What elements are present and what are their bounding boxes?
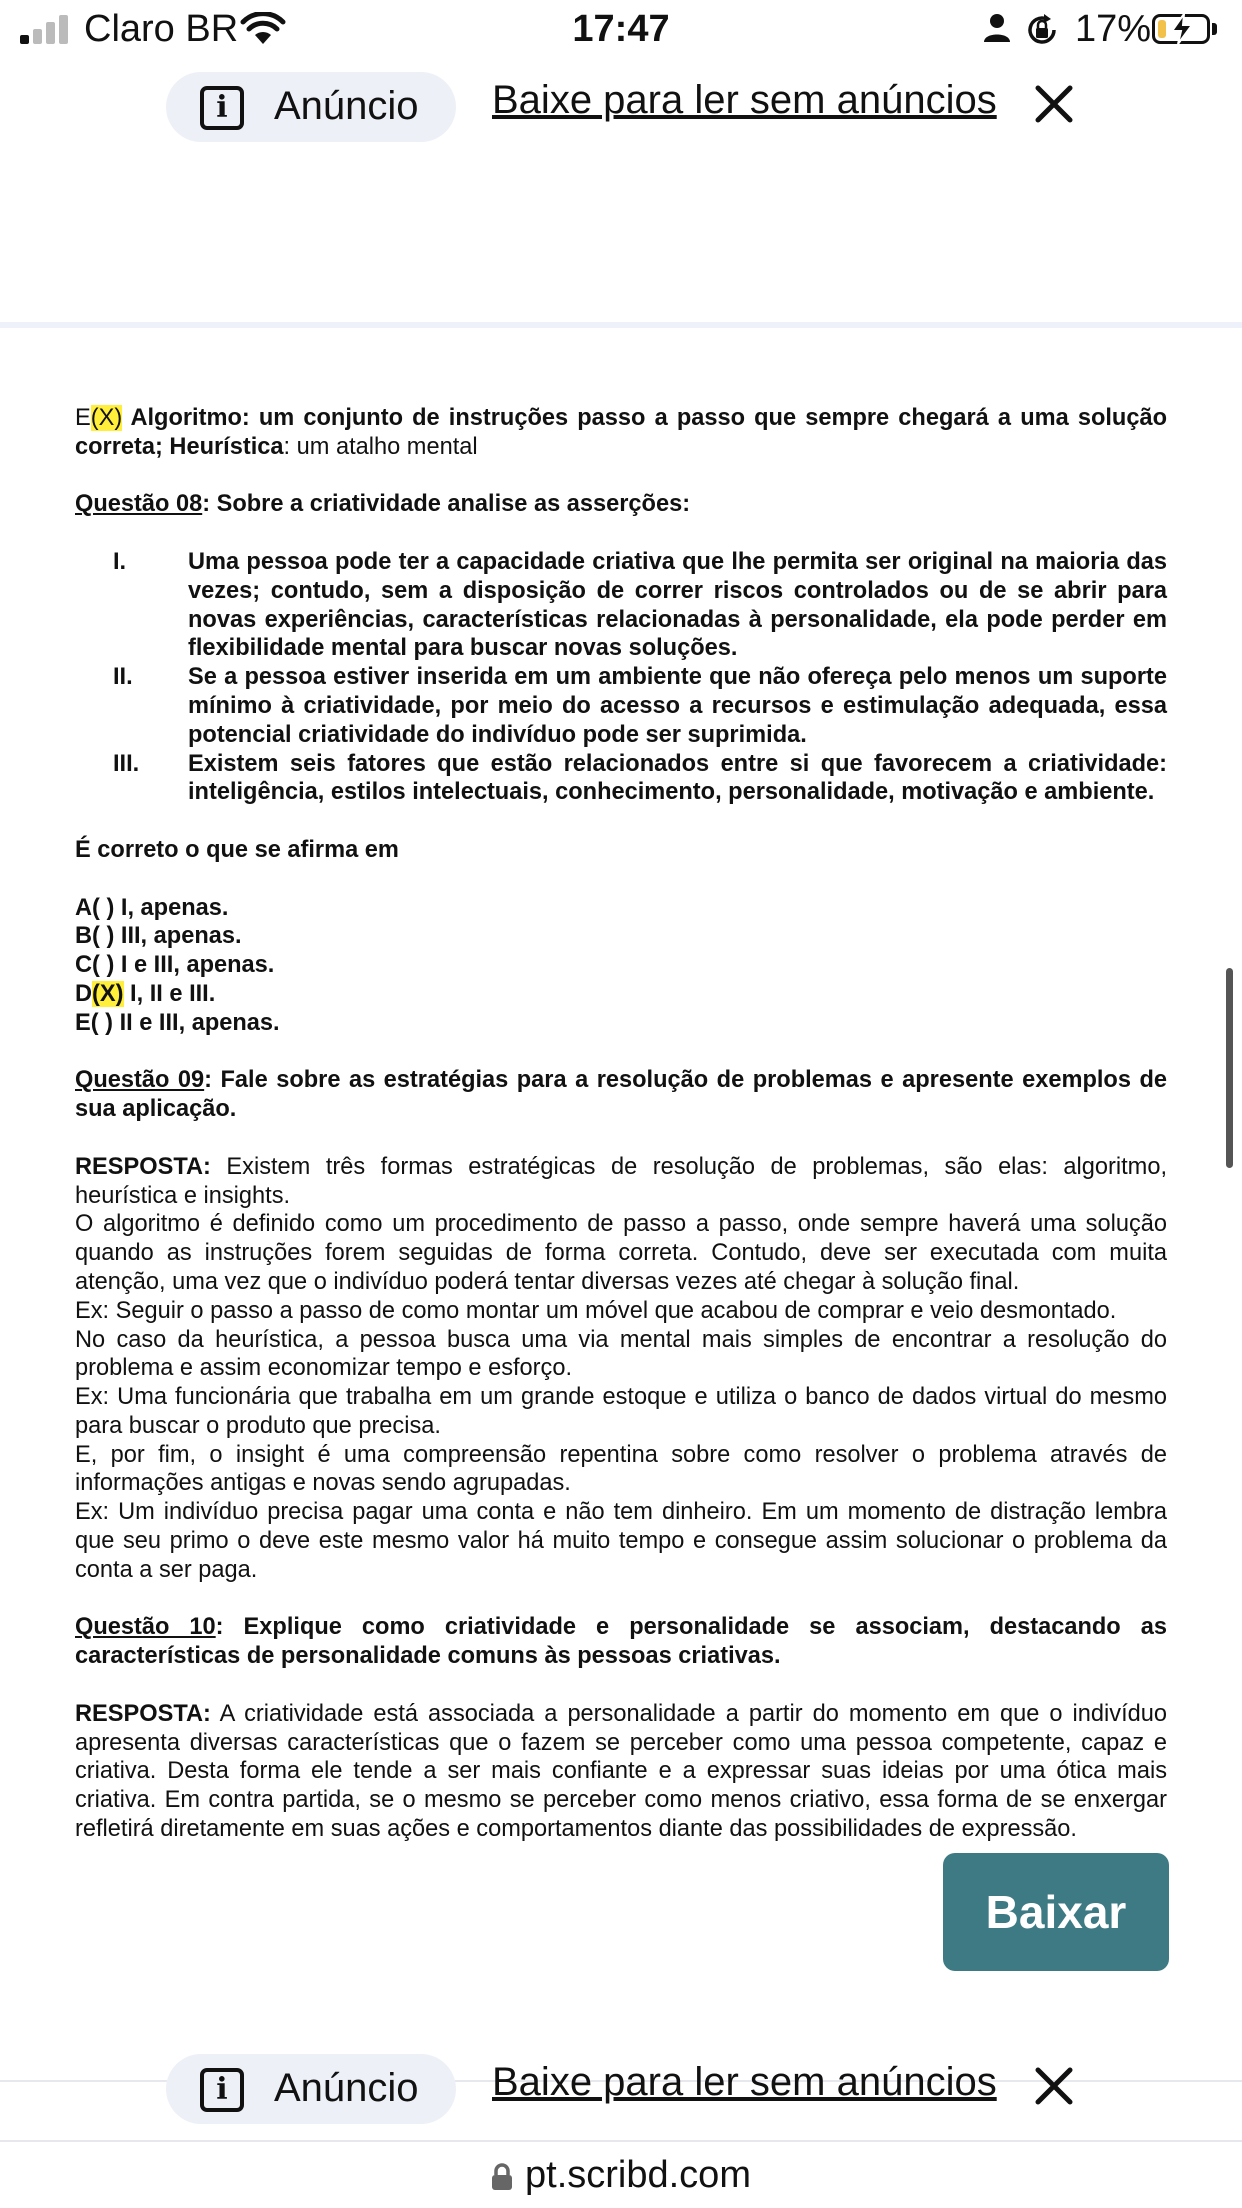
charging-bolt-icon: [1169, 13, 1195, 45]
battery-percentage: 17%: [1075, 8, 1152, 50]
ad-divider: [0, 322, 1242, 328]
carrier-name: Claro BR: [84, 8, 239, 50]
ad-bar-bottom: [0, 2036, 1242, 2146]
q09-answer: RESPOSTA: Existem três formas estratégicas de resolução de problemas, são elas: algoritmo, heurística e insights. O algoritmo é definido como um procedimento de passo a passo, onde sempre haverá uma solução quando as instruções forem seguidas de forma correta. Contudo, deve ser executada com muita atenção, uma vez que o indivíduo poderá tentar diversas vezes até chegar à solução final. Ex: Seguir o passo a passo de como montar um móvel que acabou de comprar e veio desmontado. No caso da heurística, a pessoa busca uma via mental mais simples de encontrar a resolução do problema e assim economizar tempo e esforço. Ex: Uma funcionária que trabalha em um grande estoque e utiliza o banco de dados virtual do mesmo para buscar o produto que precisa. E, por fim, o insight é uma compreensão repentina sobre como resolver o problema através de informações antigas e novas sendo agrupadas. Ex: Um indivíduo precisa pagar uma conta e não tem dinheiro. Em um momento de distração lembra que seu primo o deve este mesmo valor há muito tempo e consegue assim solucionar o problema da conta a ser paga.: [75, 1153, 1167, 1583]
ad-label: Anúncio: [274, 84, 419, 128]
ad-label: Anúncio: [274, 2066, 419, 2110]
close-icon[interactable]: [1032, 82, 1076, 126]
option-a: A( ) I, apenas.: [75, 894, 229, 921]
remove-ads-link[interactable]: Baixe para ler sem anúncios: [492, 2060, 997, 2104]
option-c: C( ) I e III, apenas.: [75, 952, 275, 979]
person-icon: [982, 12, 1012, 44]
q08-assertions: [75, 548, 1167, 807]
info-icon: i: [200, 86, 244, 130]
q10-answer: RESPOSTA: A criatividade está associada a personalidade a partir do momento em que o indivíduo apresenta diversas características que o fazem se perceber como uma pessoa competente, capaz e criativa. Desta forma ele tende a ser mais confiante e a expressar suas ideias por uma ótica mais criativa. Em contra partida, se o mesmo se perceber como menos criativo, essa forma de se enxergar refletirá diretamente em suas ações e comportamentos diante das possibilidades de expressão.: [75, 1700, 1167, 1843]
status-bar: [0, 0, 1242, 62]
assertion-item: I. Uma pessoa pode ter a capacidade criativa que lhe permita ser original na maioria das vezes; contudo, sem a disposição de correr riscos controlados ou de se abrir para novas experiências, características relacionadas à personalidade, ela pode perder em flexibilidade mental para buscar novas soluções.: [113, 548, 1167, 662]
clock: 17:47: [572, 8, 670, 50]
battery-cap: [1212, 23, 1217, 35]
ad-badge[interactable]: [166, 72, 456, 142]
url-text: pt.scribd.com: [525, 2154, 751, 2196]
info-icon: i: [200, 2068, 244, 2112]
q08-heading: Questão 08: Sobre a criatividade analise as asserções:: [75, 491, 691, 518]
assertion-item: II. Se a pessoa estiver inserida em um ambiente que não ofereça pelo menos um suporte mínimo à criatividade, por meio do acesso a recursos e estimulação adequada, essa potencial criatividade do indivíduo pode ser suprimida.: [113, 664, 1167, 748]
ad-bar-top: [0, 54, 1242, 164]
q07-option-e: E(X) Algoritmo: um conjunto de instruções passo a passo que sempre chegará a uma solução correta; Heurística: um atalho mental: [75, 405, 1167, 460]
q09-heading: Questão 09: Fale sobre as estratégias para a resolução de problemas e apresente exemplos de sua aplicação.: [75, 1067, 1167, 1123]
browser-url-bar[interactable]: [0, 2142, 1242, 2208]
q08-options: [75, 894, 1167, 1038]
q10-heading: Questão 10: Explique como criatividade e personalidade se associam, destacando as características de personalidade comuns às pessoas criativas.: [75, 1614, 1167, 1670]
scrollbar[interactable]: [1226, 968, 1233, 1168]
option-e: E( ) II e III, apenas.: [75, 1009, 280, 1036]
orientation-lock-icon: [1024, 12, 1060, 48]
assertion-item: III. Existem seis fatores que estão relacionados entre si que favorecem a criatividade: inteligência, estilos intelectuais, conhecimento, personalidade, motivação e ambiente.: [113, 750, 1167, 806]
option-b: B( ) III, apenas.: [75, 923, 242, 950]
close-icon[interactable]: [1032, 2064, 1076, 2108]
option-d: D(X) I, II e III.: [75, 980, 216, 1007]
lock-icon: [491, 2163, 513, 2191]
remove-ads-link[interactable]: Baixe para ler sem anúncios: [492, 78, 997, 122]
q08-question: É correto o que se afirma em: [75, 836, 399, 863]
download-button[interactable]: Baixar: [943, 1853, 1169, 1971]
ad-badge[interactable]: [166, 2054, 456, 2124]
document-page: [75, 404, 1167, 1844]
battery-icon: [1152, 14, 1210, 44]
